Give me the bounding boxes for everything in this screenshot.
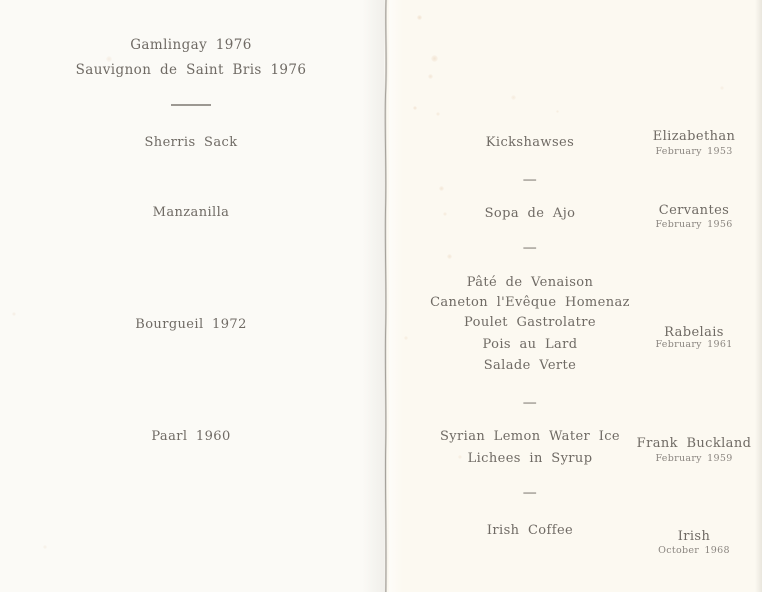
course-line: Poulet Gastrolatre	[464, 315, 596, 330]
attribution-name: Irish	[677, 529, 711, 544]
foxing-spot	[417, 15, 422, 20]
attribution-name: Elizabethan	[652, 129, 736, 144]
wine-item-manzanilla: Manzanilla	[152, 205, 230, 220]
wine-header-line-1: Gamlingay 1976	[130, 37, 252, 53]
foxing-spot	[413, 106, 417, 110]
course-line: Pâté de Venaison	[466, 275, 594, 290]
foxing-spot	[458, 455, 462, 459]
scan-edge-shadow	[755, 0, 762, 592]
attribution-name: Cervantes	[658, 203, 730, 218]
course-line: Syrian Lemon Water Ice	[439, 429, 621, 444]
foxing-spot	[511, 95, 516, 100]
wine-item-bourgueil: Bourgueil 1972	[135, 317, 247, 332]
header-rule	[171, 104, 211, 106]
foxing-spot	[431, 55, 438, 62]
course-divider: —	[522, 485, 538, 501]
course-line: Pois au Lard	[482, 337, 578, 352]
course-line: Kickshawses	[485, 135, 575, 150]
attribution-date: February 1959	[655, 453, 733, 464]
attribution-date: February 1953	[655, 146, 733, 157]
attribution-name: Frank Buckland	[636, 436, 752, 451]
attribution-name: Rabelais	[664, 325, 724, 340]
foxing-spot	[556, 110, 559, 113]
page-fold-edge	[381, 0, 391, 592]
foxing-spot	[436, 112, 440, 116]
foxing-spot	[443, 212, 447, 216]
wine-item-sherris-sack: Sherris Sack	[144, 135, 238, 150]
foxing-spot	[447, 254, 452, 259]
course-divider: —	[522, 395, 538, 411]
fold-highlight	[389, 0, 403, 592]
foxing-spot	[12, 312, 16, 316]
course-divider: —	[522, 240, 538, 256]
attribution-date: February 1956	[655, 219, 733, 230]
course-line: Sopa de Ajo	[484, 206, 576, 221]
course-line: Caneton l'Evêque Homenaz	[430, 295, 630, 310]
foxing-spot	[404, 336, 408, 340]
foxing-spot	[428, 74, 433, 79]
foxing-spot	[106, 56, 112, 62]
foxing-spot	[439, 186, 444, 191]
course-divider: —	[522, 172, 538, 188]
course-line: Salade Verte	[483, 358, 577, 373]
attribution-date: October 1968	[658, 545, 730, 556]
wine-item-paarl: Paarl 1960	[151, 429, 231, 444]
attribution-date: February 1961	[655, 339, 733, 350]
course-line: Irish Coffee	[486, 523, 574, 538]
course-line: Lichees in Syrup	[467, 451, 593, 466]
wine-header-line-2: Sauvignon de Saint Bris 1976	[75, 62, 307, 78]
foxing-spot	[43, 545, 47, 549]
foxing-spot	[720, 86, 724, 90]
